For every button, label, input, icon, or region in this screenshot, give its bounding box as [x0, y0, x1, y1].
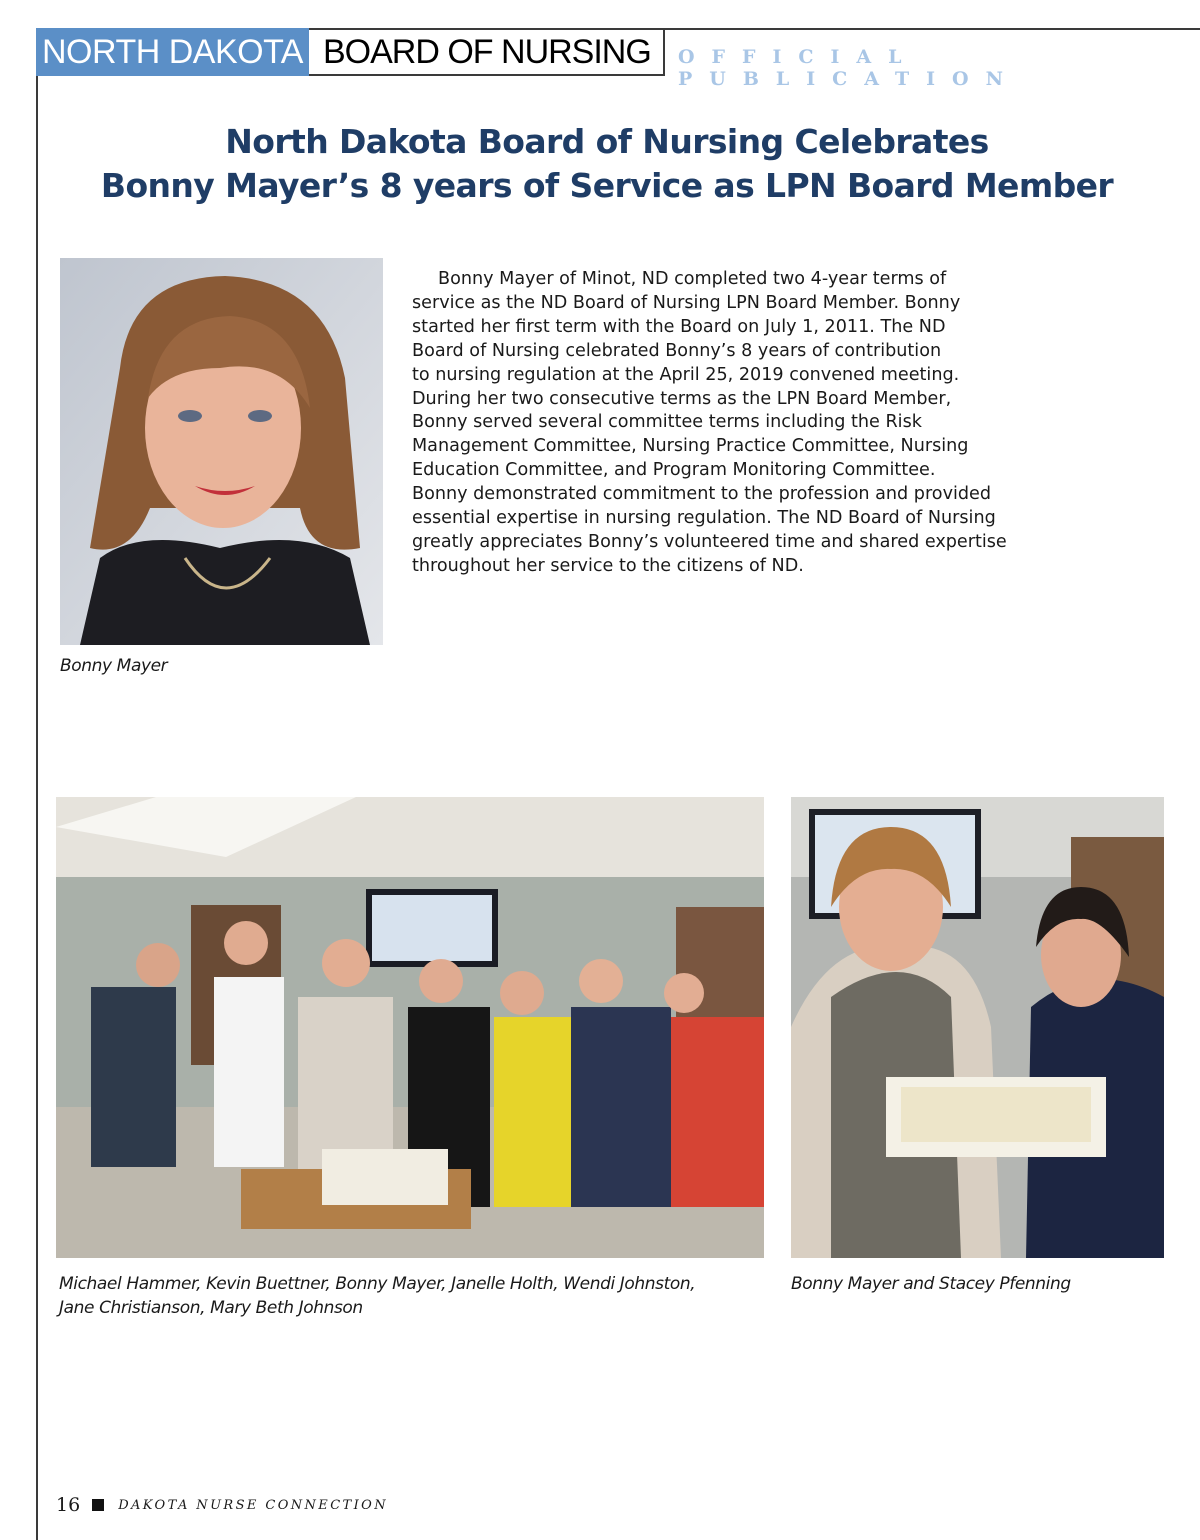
page-footer [56, 1494, 388, 1516]
body-line: Bonny Mayer of Minot, ND completed two 4-year terms of [438, 269, 947, 289]
body-line: to nursing regulation at the April 25, 2019 convened meeting. [412, 364, 960, 385]
group-photo [56, 797, 764, 1258]
body-line: Education Committee, and Program Monitoring Committee. [412, 460, 936, 481]
masthead-state: NORTH DAKOTA [36, 28, 309, 76]
body-line: Board of Nursing celebrated Bonny’s 8 years of contribution [412, 340, 942, 361]
footer-square-icon [92, 1499, 104, 1511]
body-line: started her first term with the Board on July 1, 2011. The ND [412, 316, 946, 337]
article-headline [40, 120, 1174, 208]
body-line: service as the ND Board of Nursing LPN Board Member. Bonny [412, 292, 961, 313]
headline-line-1: North Dakota Board of Nursing Celebrates [225, 122, 989, 161]
masthead [36, 28, 665, 76]
official-publication-label: OFFICIAL PUBLICATION [678, 46, 1020, 90]
group-caption [59, 1272, 759, 1320]
body-line: essential expertise in nursing regulation. The ND Board of Nursing [412, 508, 996, 529]
portrait-caption: Bonny Mayer [60, 656, 168, 676]
body-line: throughout her service to the citizens of ND. [412, 555, 804, 576]
body-line: Management Committee, Nursing Practice Committee, Nursing [412, 436, 969, 457]
masthead-board: BOARD OF NURSING [309, 28, 665, 76]
page-number: 16 [56, 1494, 81, 1516]
left-rule [36, 28, 38, 1540]
body-line: greatly appreciates Bonny’s volunteered time and shared expertise [412, 531, 1007, 552]
group-caption-line-1: Michael Hammer, Kevin Buettner, Bonny Mayer, Janelle Holth, Wendi Johnston, [59, 1274, 696, 1294]
headline-line-2: Bonny Mayer’s 8 years of Service as LPN Board Member [100, 166, 1114, 205]
body-line: Bonny served several committee terms including the Risk [412, 412, 922, 433]
duo-photo [791, 797, 1164, 1258]
body-line: Bonny demonstrated commitment to the profession and provided [412, 484, 992, 505]
duo-caption: Bonny Mayer and Stacey Pfenning [791, 1274, 1071, 1294]
body-line: During her two consecutive terms as the LPN Board Member, [412, 388, 952, 409]
group-caption-line-2: Jane Christianson, Mary Beth Johnson [59, 1298, 363, 1318]
portrait-photo [60, 258, 383, 645]
article-body [412, 268, 1072, 579]
publication-name: DAKOTA NURSE CONNECTION [118, 1497, 388, 1513]
